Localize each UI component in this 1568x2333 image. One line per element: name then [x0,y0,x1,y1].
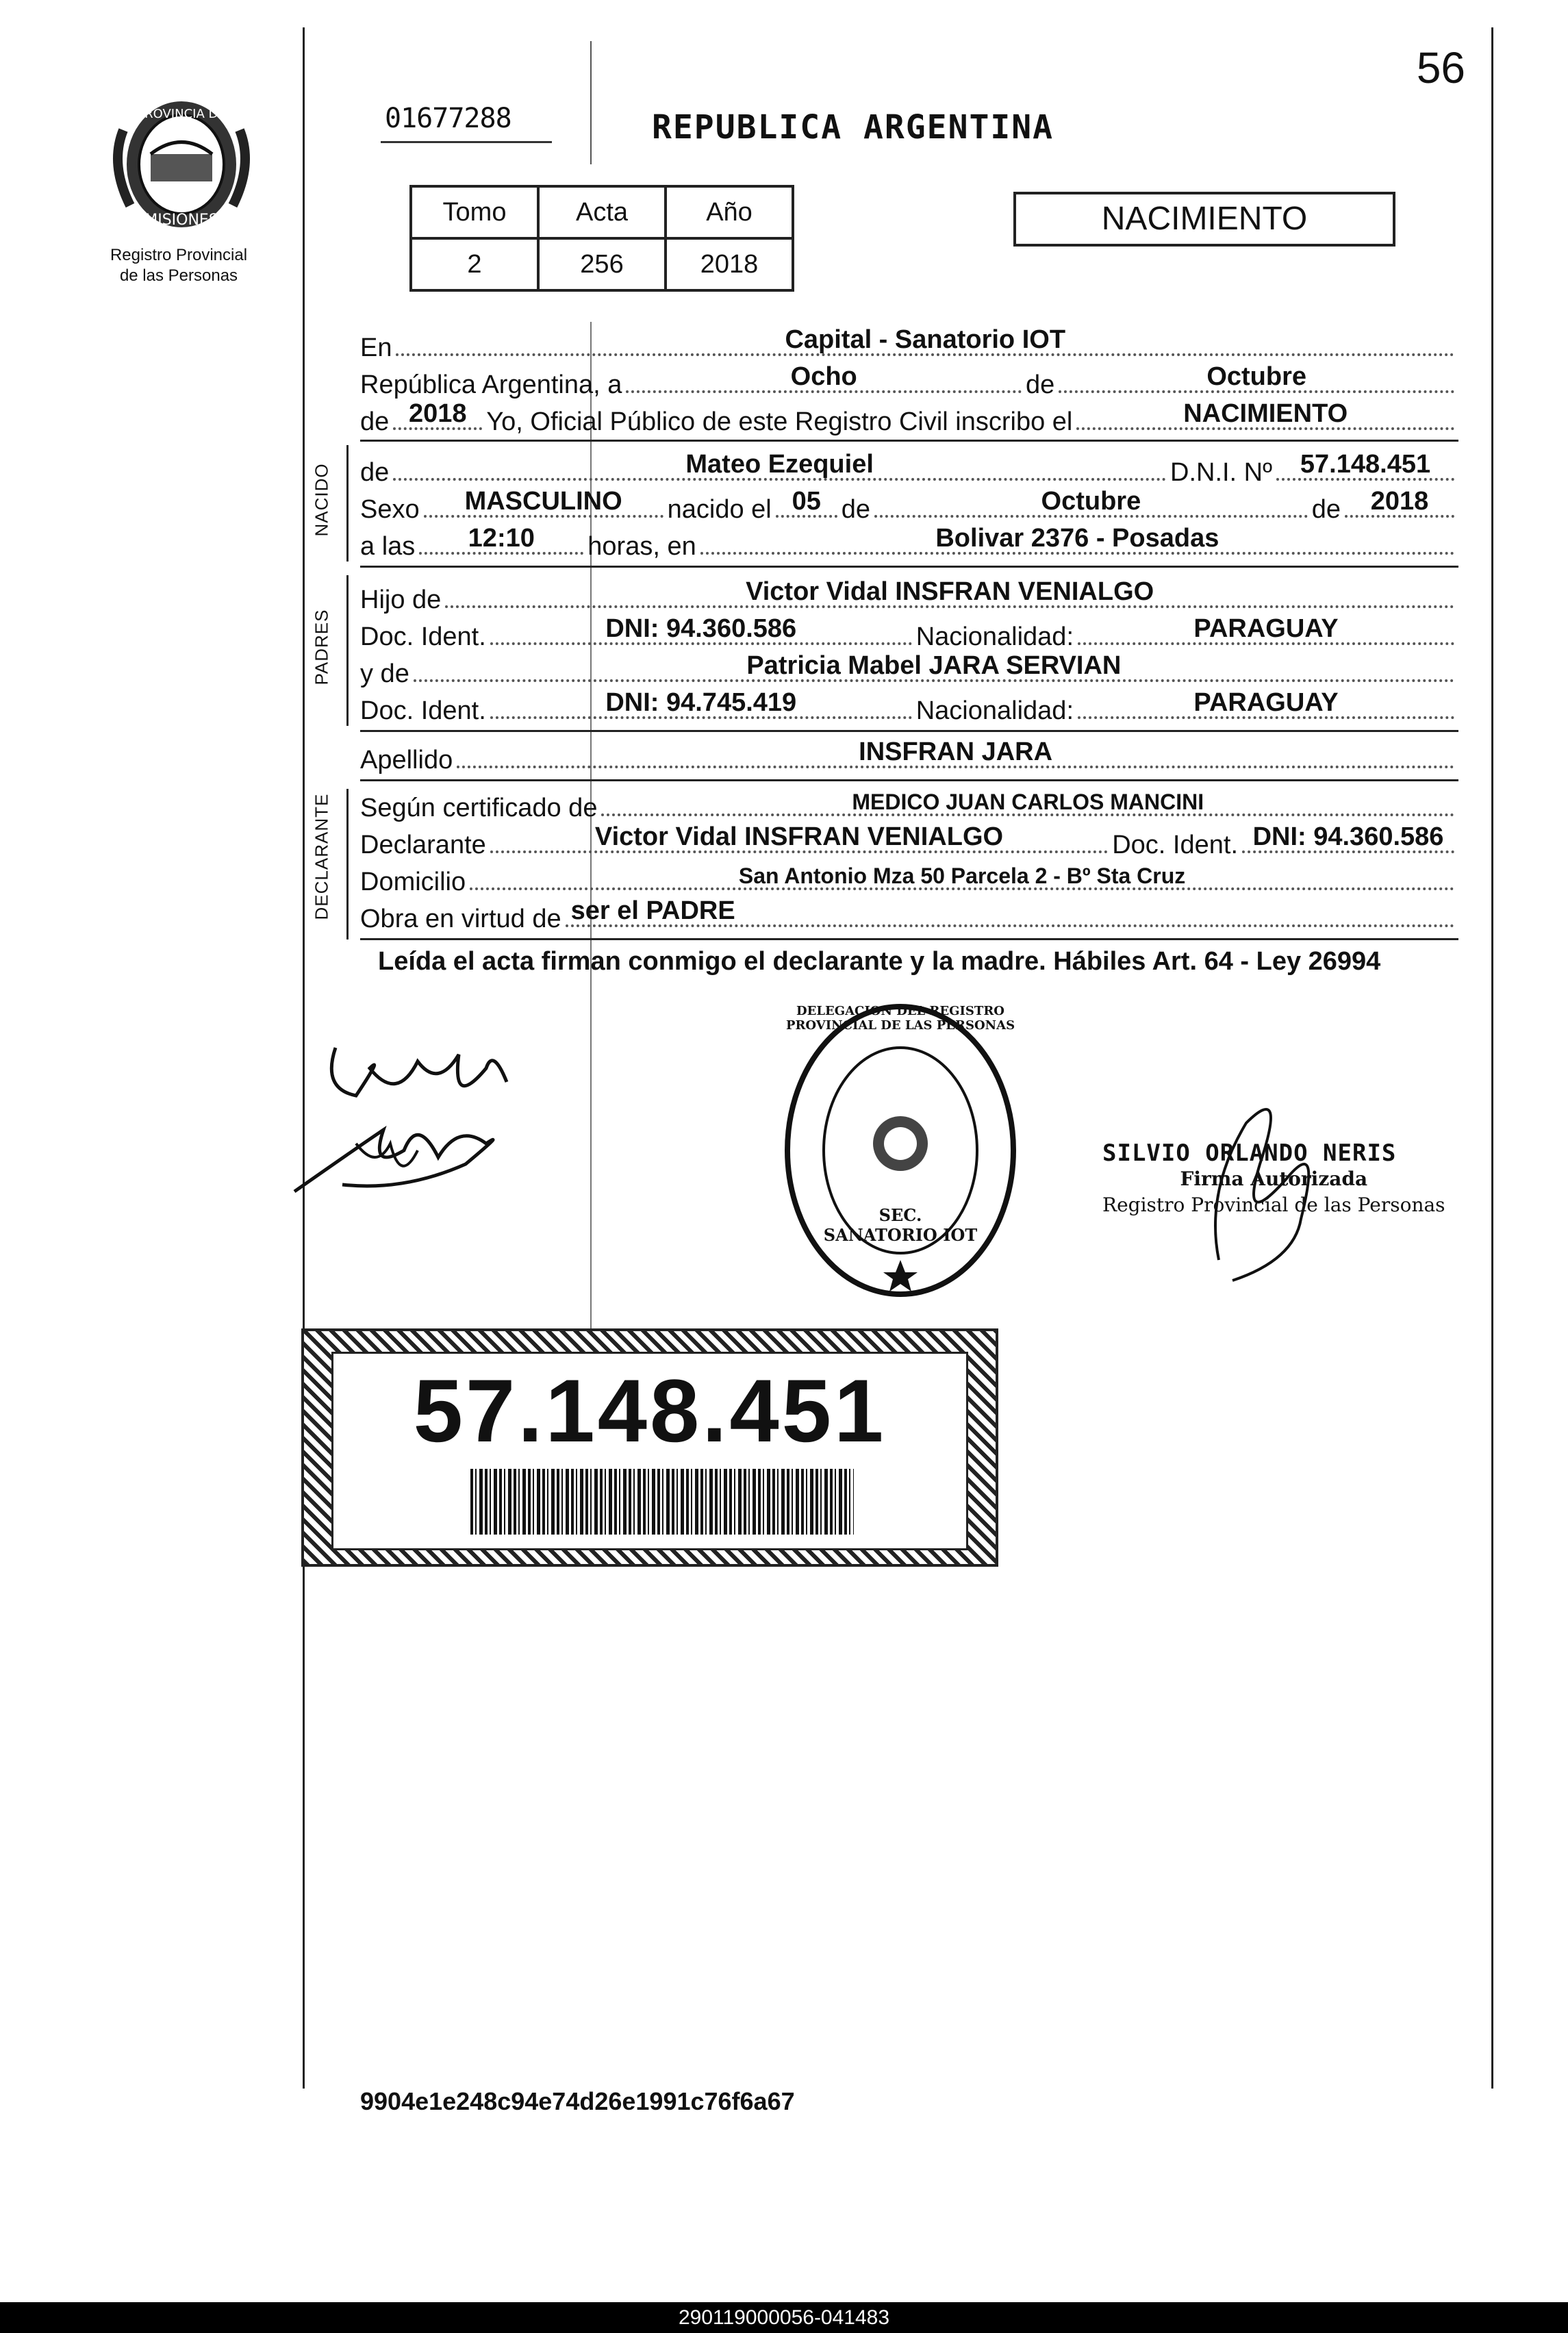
label-dni: D.N.I. Nº [1170,458,1272,487]
row-mother [360,653,1458,689]
side-label-declarante: DECLARANTE [311,793,332,920]
value-mother-nationality: PARAGUAY [1193,688,1339,717]
logo-top-text: PROVINCIA DE [137,107,226,121]
label-declarante: Declarante [360,831,486,859]
fold-line [590,41,592,164]
id-label-inner [331,1352,968,1550]
value-mother-doc: DNI: 94.745.419 [605,688,797,717]
document-hash: 9904e1e248c94e74d26e1991c76f6a67 [360,2087,795,2115]
label-apellido: Apellido [360,746,453,774]
row-father-doc [360,616,1458,652]
value-place: Capital - Sanatorio IOT [785,325,1066,354]
row-time [360,526,1458,562]
label-republica: República Argentina, a [360,370,622,399]
divider-2 [360,566,1458,568]
official-org: Registro Provincial de las Personas [1102,1194,1445,1216]
divider-1 [360,440,1458,442]
ref-header-acta: Acta [538,186,666,238]
value-mother-name: Patricia Mabel JARA SERVIAN [746,651,1122,680]
divider-5 [360,938,1458,940]
label-doc-ident-declarant: Doc. Ident. [1112,831,1238,859]
value-month: Octubre [1206,362,1307,391]
label-doc-ident-father: Doc. Ident. [360,622,486,651]
label-sexo: Sexo [360,495,420,524]
label-horas-en: horas, en [587,532,696,561]
reading-note: Leída el acta firman conmigo el declarante y la madre. Hábiles Art. 64 - Ley 26994 [378,947,1381,976]
signature-left [281,1027,541,1205]
reference-table [409,185,794,292]
row-mother-doc [360,690,1458,726]
page-number: 56 [1416,43,1465,92]
label-de-bmonth: de [841,495,871,524]
official-role: Firma Autorizada [1180,1168,1368,1190]
logo-caption-line1: Registro Provincial [110,246,248,264]
serial-number: 01677288 [385,103,511,134]
value-year: 2018 [409,399,467,428]
label-segun: Según certificado de [360,794,598,822]
bracket-nacido [346,445,349,562]
row-name [360,452,1458,488]
label-nacionalidad-father: Nacionalidad: [915,622,1074,651]
value-birth-place: Bolivar 2376 - Posadas [935,524,1219,553]
logo-caption [82,245,275,286]
ref-header-ano: Año [666,186,793,238]
country-title: REPUBLICA ARGENTINA [652,108,1054,147]
label-nacido-el: nacido el [667,495,772,524]
label-nacionalidad-mother: Nacionalidad: [915,696,1074,725]
stamp-inner-text: SEC. SANATORIO IOT [823,1205,978,1245]
side-label-padres: PADRES [311,609,332,685]
value-day-words: Ocho [790,362,857,391]
value-birth-year: 2018 [1370,487,1429,516]
label-a-las: a las [360,532,416,561]
stamp-ring-text: DELEGACION DEL REGISTRO PROVINCIAL DE LAS PERSONAS [785,1004,1015,1033]
value-dni: 57.148.451 [1300,450,1431,479]
value-time: 12:10 [468,524,535,553]
row-sex [360,489,1458,525]
side-label-nacido: NACIDO [311,463,332,537]
value-birth-month: Octubre [1041,487,1141,516]
province-logo [103,89,260,240]
ref-value-acta: 256 [538,238,666,290]
row-certificate [360,787,1458,823]
footer-code: 290119000056-041483 [0,2302,1568,2333]
official-name: SILVIO ORLANDO NERIS [1102,1139,1397,1167]
label-hijo-de: Hijo de [360,585,442,614]
value-surname: INSFRAN JARA [859,737,1053,766]
value-sex: MASCULINO [464,487,622,516]
label-domicilio: Domicilio [360,868,466,896]
ref-value-tomo: 2 [411,238,538,290]
label-y-de: y de [360,659,409,688]
row-by-virtue [360,898,1458,934]
label-de-month: de [1026,370,1055,399]
row-address [360,861,1458,897]
row-declarant [360,824,1458,860]
id-label-number: 57.148.451 [413,1361,887,1461]
label-de-byear: de [1311,495,1341,524]
row-year [360,401,1458,437]
value-declarant: Victor Vidal INSFRAN VENIALGO [594,822,1004,851]
logo-caption-line2: de las Personas [119,266,238,285]
logo-bottom-text: MISIONES [144,212,218,229]
value-by-virtue: ser el PADRE [570,896,735,925]
value-father-name: Victor Vidal INSFRAN VENIALGO [746,577,1154,606]
value-certificate-by: MEDICO JUAN CARLOS MANCINI [852,790,1204,814]
value-address: San Antonio Mza 50 Parcela 2 - Bº Sta Cruz [738,863,1186,888]
divider-3 [360,730,1458,732]
value-father-nationality: PARAGUAY [1193,614,1339,643]
row-date [360,364,1458,400]
id-barcode [470,1469,854,1535]
ref-value-ano: 2018 [666,238,793,290]
value-declarant-doc: DNI: 94.360.586 [1252,822,1444,851]
official-stamp [781,1000,1020,1301]
row-surname [360,737,1458,775]
label-doc-ident-mother: Doc. Ident. [360,696,486,725]
right-margin-line [1491,27,1493,2089]
ref-header-tomo: Tomo [411,186,538,238]
row-place [360,327,1458,363]
label-de-name: de [360,458,390,487]
label-yo: Yo, Oficial Público de este Registro Civil inscribo el [486,407,1073,436]
value-birth-day: 05 [792,487,821,516]
value-father-doc: DNI: 94.360.586 [605,614,797,643]
id-label [301,1328,998,1567]
label-obra: Obra en virtud de [360,905,561,933]
record-type-box: NACIMIENTO [1013,192,1395,247]
bracket-padres [346,575,349,726]
serial-underline [381,141,552,143]
bracket-declarante [346,789,349,939]
label-de-year: de [360,407,390,436]
row-father [360,579,1458,615]
official-block [1102,1140,1445,1218]
divider-4 [360,779,1458,781]
value-name: Mateo Ezequiel [685,450,874,479]
label-en: En [360,333,392,362]
value-event: NACIMIENTO [1183,399,1348,428]
